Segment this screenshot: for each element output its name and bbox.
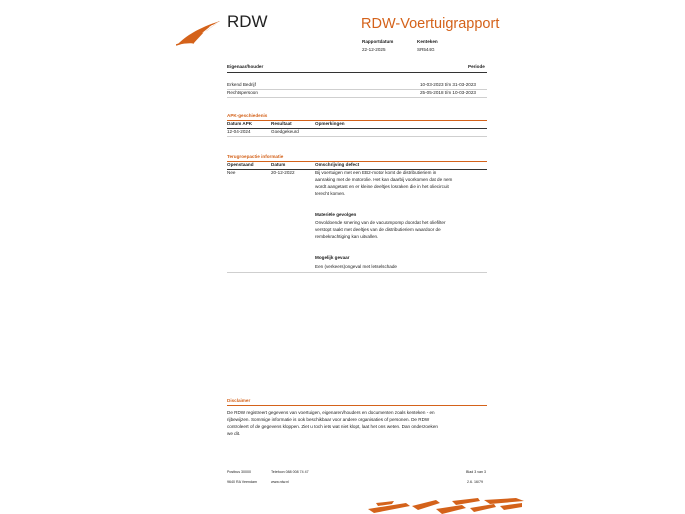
apk-row-date: 12-04-2024 — [227, 129, 251, 134]
disclaimer-line: controleert of de gegevens kloppen. Ziet u toch iets wat niet klopt, laat het ons weten. Dan onderzoeken — [227, 424, 438, 430]
recall-col-date: Datum — [271, 162, 286, 167]
danger-title: Mogelijk gevaar — [315, 255, 350, 260]
danger-line: Een (verkeers)ongeval met letselschade — [315, 264, 397, 269]
defect-line: Bij voertuigen met een EB2-motor komt de distributieriem in — [315, 170, 437, 175]
recall-col-open: Openstaand — [227, 162, 254, 167]
disclaimer-line: we dit. — [227, 431, 241, 437]
apk-title-rule — [227, 120, 487, 121]
material-line: rembekrachtiging kan uitvallen. — [315, 234, 379, 240]
plate-value: SR544G — [417, 47, 435, 52]
report-title: RDW-Voertuigrapport — [361, 16, 500, 32]
defect-line: terecht komen. — [315, 191, 346, 197]
footer-postbus: Postbus 30000 — [227, 470, 251, 474]
recall-open-value: Nee — [227, 170, 236, 175]
owner-row-2-owner: Rechtspersoon — [227, 90, 258, 95]
owner-row-1-period: 10-03-2023 t/m 31-03-2023 — [420, 82, 476, 87]
logo-text: RDW — [227, 12, 268, 31]
material-title: Materiële gevolgen — [315, 212, 357, 217]
material-line: verstopt raakt met deeltjes van de distributieriem waardoor de — [315, 227, 441, 233]
report-date: 22-12-2025 — [362, 47, 386, 52]
owners-col-period: Periode — [468, 64, 485, 69]
footer-phone: Telefoon 088 008 74 47 — [271, 470, 309, 474]
defect-line: wordt aangetast en er kleine deeltjes losraken die in het oliecircuit — [315, 184, 449, 190]
disclaimer-line: rijbewijzen. Sommige informatie is ook beschikbaar voor andere organisaties of personen. De RDW — [227, 417, 430, 423]
disclaimer-text — [227, 409, 438, 437]
defect-line: aanraking met de motorolie. Het kan daarbij voorkomen dat de nem — [315, 177, 453, 183]
recall-date-value: 20-12-2022 — [271, 170, 295, 175]
plate-label: Kenteken — [417, 39, 438, 44]
material-text — [315, 219, 446, 240]
footer-web[interactable]: www.rdw.nl — [271, 480, 289, 484]
apk-row-result: Goedgekeurd — [271, 129, 299, 134]
apk-col-remarks: Opmerkingen — [315, 121, 345, 126]
recall-defect-text — [315, 169, 452, 197]
recall-col-description: Omschrijving defect — [315, 162, 360, 167]
owner-row-divider — [227, 97, 487, 98]
owners-col-owner: Eigenaar/houder — [227, 64, 264, 69]
report-date-label: Rapportdatum — [362, 39, 394, 44]
owner-row-2-period: 25-05-2018 t/m 10-03-2023 — [420, 90, 476, 95]
apk-row-divider — [227, 136, 487, 137]
disclaimer-title: Disclaimer — [227, 398, 251, 403]
material-line: Onvoldoende smering van de vacuümpomp doordat het oliefilter — [315, 220, 446, 225]
apk-title: APK-geschiedenis — [227, 113, 268, 118]
footer-wing-graphic — [366, 497, 526, 514]
apk-header-rule — [227, 128, 487, 129]
rdw-logo-icon — [176, 19, 222, 47]
footer-code: 2.6. 16/79 — [467, 480, 483, 484]
disclaimer-rule — [227, 405, 487, 406]
owner-row-1-owner: Erkend Bedrijf — [227, 82, 256, 87]
recall-row-divider — [227, 272, 487, 273]
recall-title: Terugroepactie informatie — [227, 154, 284, 159]
footer-city: 9640 RA Veendam — [227, 480, 257, 484]
owners-header-rule — [227, 72, 487, 73]
footer-page: Blad 3 van 3 — [466, 470, 486, 474]
apk-col-date: Datum APK — [227, 121, 253, 126]
apk-col-result: Resultaat — [271, 121, 292, 126]
disclaimer-line: De RDW registreert gegevens van voertuigen, eigenaren/houders en documenten zoals kenteken - en — [227, 410, 435, 415]
